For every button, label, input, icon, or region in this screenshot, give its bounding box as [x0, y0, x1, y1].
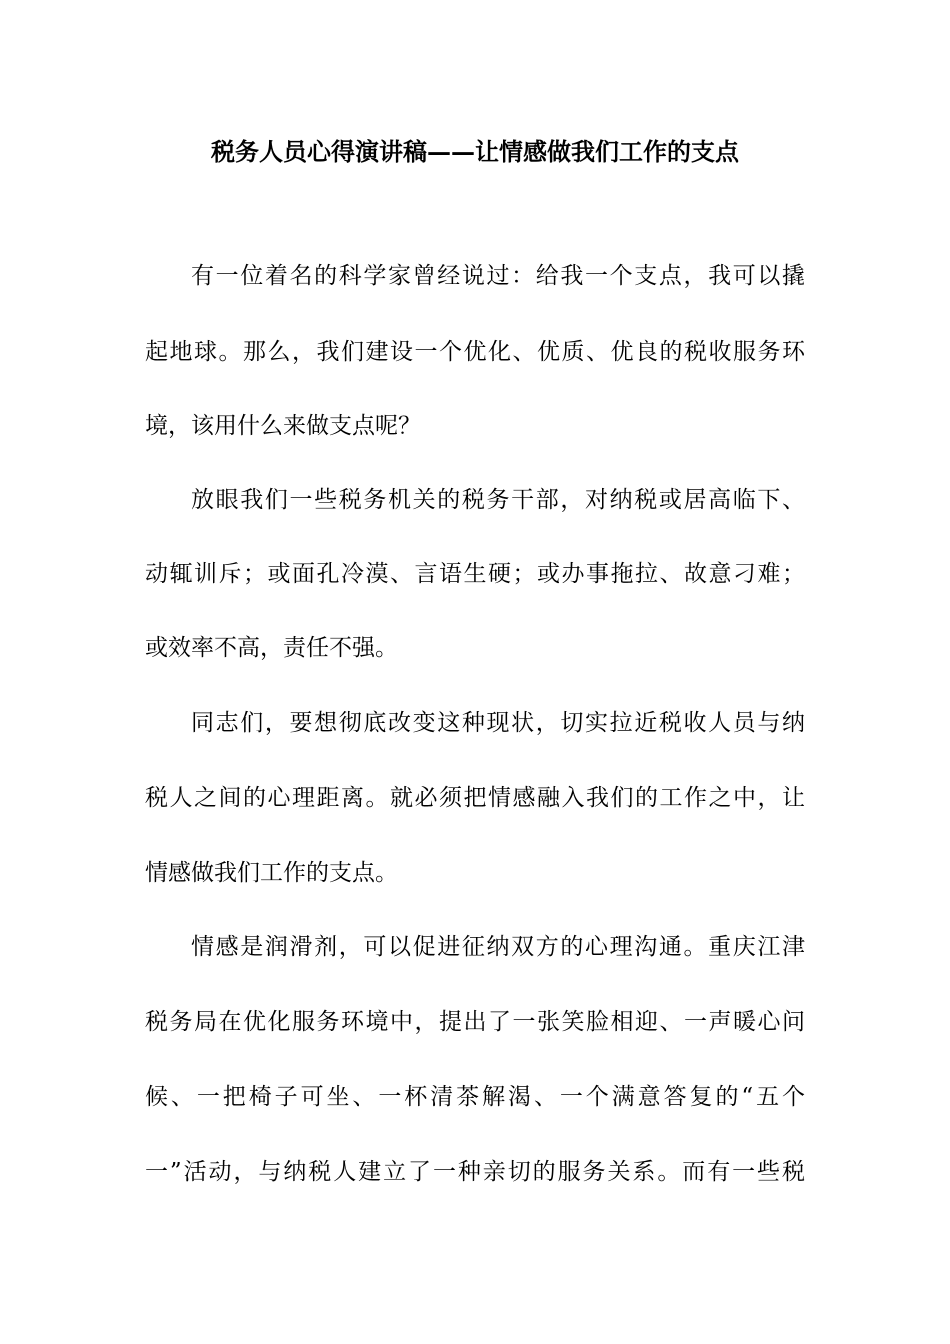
- paragraph-1-line-2: 起地球。那么，我们建设一个优化、优质、优良的税收服务环: [145, 339, 805, 365]
- paragraph-1-line-1: 有一位着名的科学家曾经说过：给我一个支点，我可以撬: [191, 263, 805, 289]
- paragraph-3-line-1: 同志们，要想彻底改变这种现状，切实拉近税收人员与纳: [191, 710, 805, 736]
- paragraph-2-line-3: 或效率不高，责任不强。: [145, 635, 398, 661]
- paragraph-4-line-2: 税务局在优化服务环境中，提出了一张笑脸相迎、一声暖心问: [145, 1009, 805, 1035]
- paragraph-3-line-3: 情感做我们工作的支点。: [145, 860, 398, 886]
- paragraph-3-line-2: 税人之间的心理距离。就必须把情感融入我们的工作之中，让: [145, 785, 805, 811]
- paragraph-4-line-3: 候、一把椅子可坐、一杯清茶解渴、一个满意答复的“五个: [145, 1084, 805, 1110]
- paragraph-2-line-1: 放眼我们一些税务机关的税务干部，对纳税或居高临下、: [191, 487, 805, 513]
- paragraph-4-line-4: 一”活动，与纳税人建立了一种亲切的服务关系。而有一些税: [145, 1159, 805, 1185]
- paragraph-2-line-2: 动辄训斥；或面孔冷漠、言语生硬；或办事拖拉、故意刁难；: [145, 561, 805, 587]
- paragraph-1-line-3: 境，该用什么来做支点呢？: [145, 413, 421, 439]
- paragraph-4-line-1: 情感是润滑剂，可以促进征纳双方的心理沟通。重庆江津: [191, 934, 805, 960]
- document-title: 税务人员心得演讲稿——让情感做我们工作的支点: [211, 137, 739, 166]
